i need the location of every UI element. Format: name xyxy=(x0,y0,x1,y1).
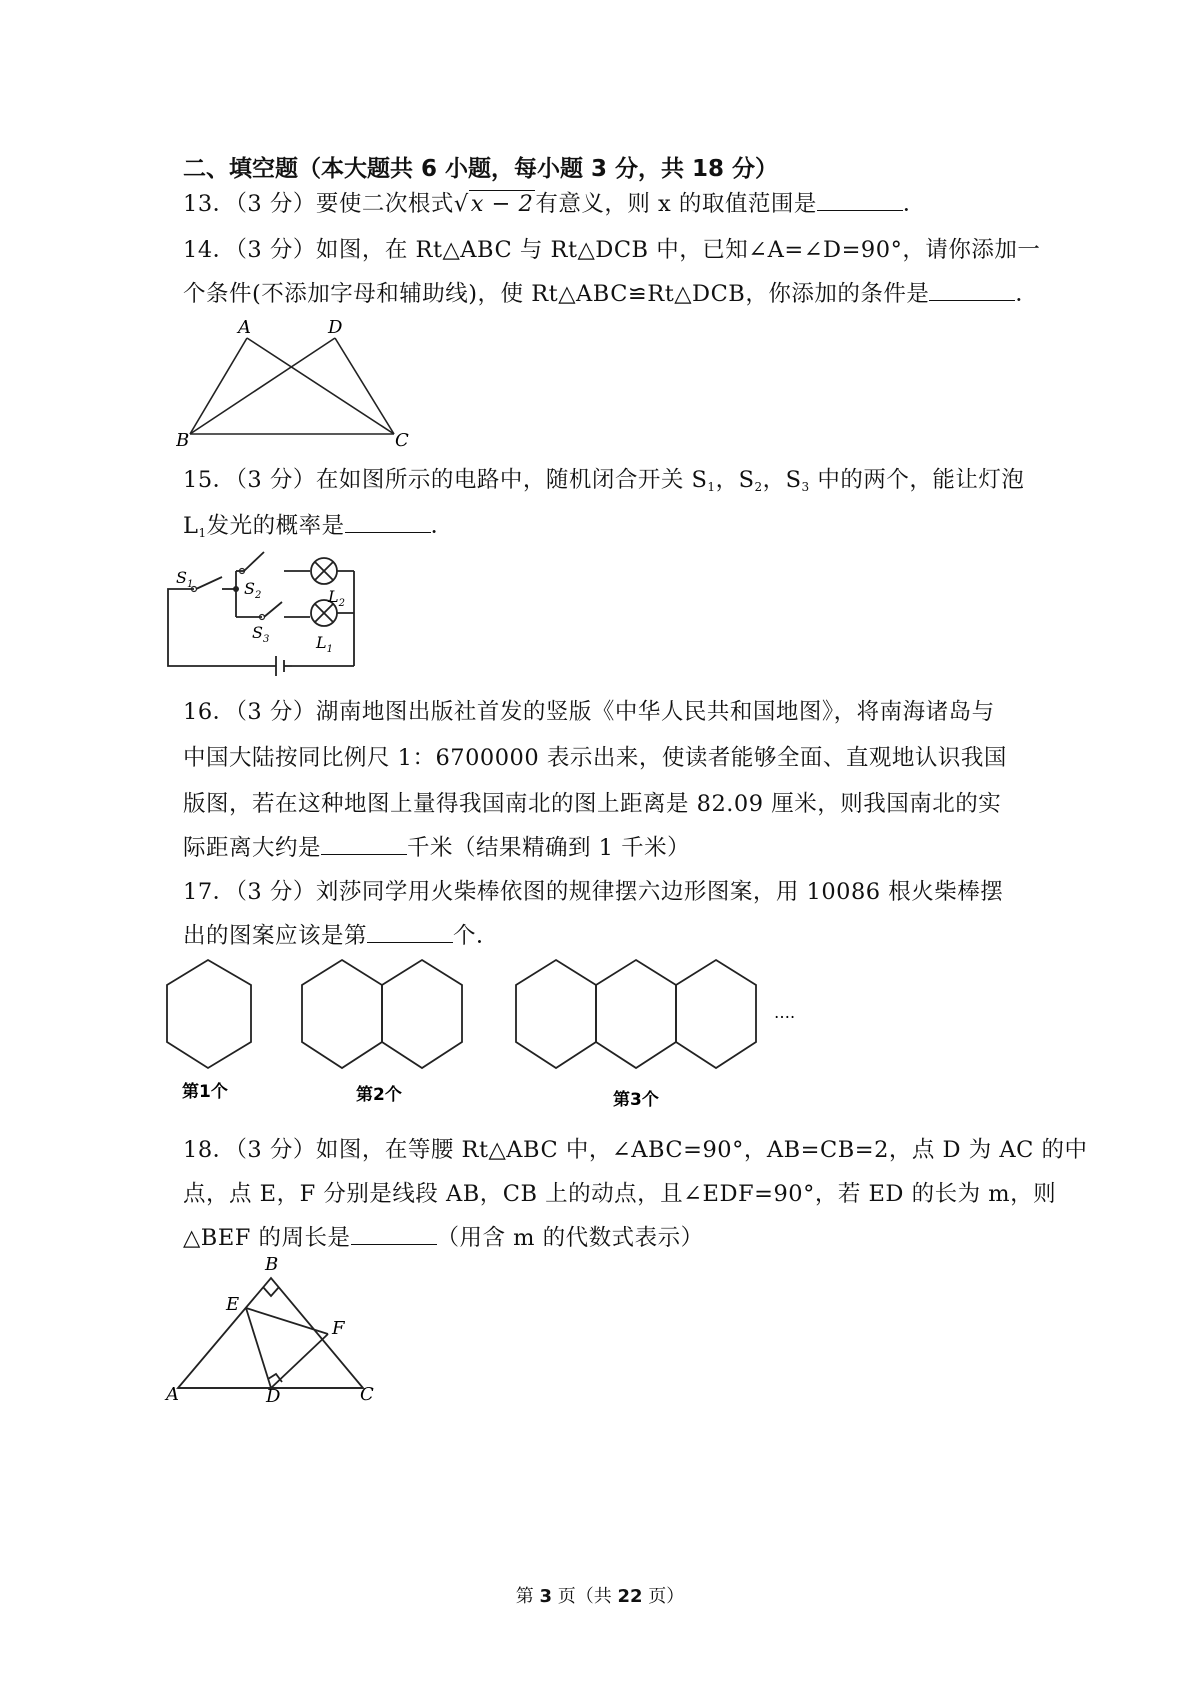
q15-L: L xyxy=(183,513,199,539)
caption-fig-3: 第3个 xyxy=(613,1090,659,1110)
caption-fig-1: 第1个 xyxy=(182,1082,228,1102)
footer-text-a: 第 xyxy=(515,1586,540,1607)
q15-text-b: 中的两个，能让灯泡 xyxy=(809,467,1025,493)
footer-text-b: 页（共 xyxy=(552,1586,618,1607)
q15-text-a: 15．（3 分）在如图所示的电路中，随机闭合开关 S xyxy=(183,467,708,493)
answer-blank-15 xyxy=(345,531,431,533)
answer-blank-17 xyxy=(367,941,453,943)
question-18-line-2: 点，点 E，F 分别是线段 AB，CB 上的动点，且∠EDF=90°，若 ED 的长为 m，则 xyxy=(183,1181,1057,1207)
figure-q14-triangles xyxy=(176,318,436,452)
question-16-line-1: 16．（3 分）湖南地图出版社首发的竖版《中华人民共和国地图》，将南海诸岛与 xyxy=(183,699,995,725)
question-16-line-4 xyxy=(183,830,690,862)
answer-blank-13 xyxy=(817,209,903,211)
page-footer xyxy=(0,1582,1200,1608)
q15-sub-s3: 3 xyxy=(801,480,810,494)
label-A: A xyxy=(238,318,251,338)
question-18-line-3 xyxy=(183,1220,704,1252)
figure-q18-triangle xyxy=(162,1252,392,1406)
q16-text-b: 千米（结果精确到 1 千米） xyxy=(407,835,691,861)
radical-x: x xyxy=(470,191,484,217)
question-18-line-1: 18．（3 分）如图，在等腰 Rt△ABC 中，∠ABC=90°，AB=CB=2，点 D 为 AC 的中 xyxy=(183,1137,1088,1163)
answer-blank-14 xyxy=(929,299,1015,301)
circuit-label-S1: $S_1$ xyxy=(176,568,194,590)
q17-text-b: 个． xyxy=(453,923,500,949)
q13-end: ． xyxy=(902,191,926,217)
q13-prefix: 13．（3 分）要使二次根式 xyxy=(183,191,454,217)
label-C: C xyxy=(395,430,409,448)
section-title: 二、填空题（本大题共 6 小题，每小题 3 分，共 18 分） xyxy=(183,156,779,182)
figure-q17-hexagons xyxy=(160,950,860,1124)
question-17-line-2 xyxy=(183,918,499,950)
q15-sep2: ，S xyxy=(762,467,802,493)
page-total: 22 xyxy=(617,1586,643,1607)
q14-line2-text: 个条件(不添加字母和辅助线)，使 Rt△ABC≌Rt△DCB，你添加的条件是 xyxy=(183,281,930,307)
q18-text-b: （用含 m 的代数式表示） xyxy=(436,1225,704,1251)
question-15-line-2 xyxy=(183,508,454,540)
q16-text-a: 际距离大约是 xyxy=(183,835,322,861)
page-number: 3 xyxy=(539,1586,552,1607)
q15-sub-l1: 1 xyxy=(198,526,207,540)
footer-text-c: 页） xyxy=(642,1586,685,1607)
label-B: B xyxy=(176,430,190,448)
q15-end: ． xyxy=(430,513,454,539)
question-13 xyxy=(183,186,926,218)
q15-text-c: 发光的概率是 xyxy=(206,513,345,539)
circuit-label-L1: $L_1$ xyxy=(316,633,333,655)
question-14-line-1: 14．（3 分）如图，在 Rt△ABC 与 Rt△DCB 中，已知∠A=∠D=90°，请你添加一 xyxy=(183,237,1041,263)
label-D: D xyxy=(266,1386,281,1402)
figure-q15-circuit xyxy=(164,546,374,680)
q15-sep1: ，S xyxy=(715,467,755,493)
question-16-line-2: 中国大陆按同比例尺 1：6700000 表示出来，使读者能够全面、直观地认识我国 xyxy=(183,745,1007,771)
radical-rest: − 2 xyxy=(483,191,534,217)
label-C: C xyxy=(360,1384,374,1402)
circuit-label-S2: $S_2$ xyxy=(244,579,262,601)
label-D: D xyxy=(328,318,343,338)
circuit-label-S3: $S_3$ xyxy=(252,623,270,645)
question-15-line-1 xyxy=(183,462,1024,494)
question-17-line-1: 17．（3 分）刘莎同学用火柴棒依图的规律摆六边形图案，用 10086 根火柴棒摆 xyxy=(183,879,1004,905)
label-B: B xyxy=(265,1254,279,1275)
q17-text-a: 出的图案应该是第 xyxy=(183,923,368,949)
label-A: A xyxy=(166,1384,179,1402)
label-E: E xyxy=(226,1294,240,1315)
radical-expression: √x − 2 xyxy=(453,191,534,217)
caption-fig-2: 第2个 xyxy=(356,1085,402,1105)
q13-suffix: 有意义，则 x 的取值范围是 xyxy=(535,191,817,217)
answer-blank-18 xyxy=(351,1243,437,1245)
label-F: F xyxy=(332,1318,345,1339)
answer-blank-16 xyxy=(321,853,407,855)
q15-sub-s2: 2 xyxy=(754,480,763,494)
question-16-line-3: 版图，若在这种地图上量得我国南北的图上距离是 82.09 厘米，则我国南北的实 xyxy=(183,791,1002,817)
q18-text-a: △BEF 的周长是 xyxy=(183,1225,351,1251)
q14-end: ． xyxy=(1015,281,1039,307)
q15-sub-s1: 1 xyxy=(707,480,716,494)
hexagon-ellipsis: …. xyxy=(774,1003,796,1022)
circuit-label-L2: $L_2$ xyxy=(328,587,345,609)
question-14-line-2 xyxy=(183,276,1038,308)
